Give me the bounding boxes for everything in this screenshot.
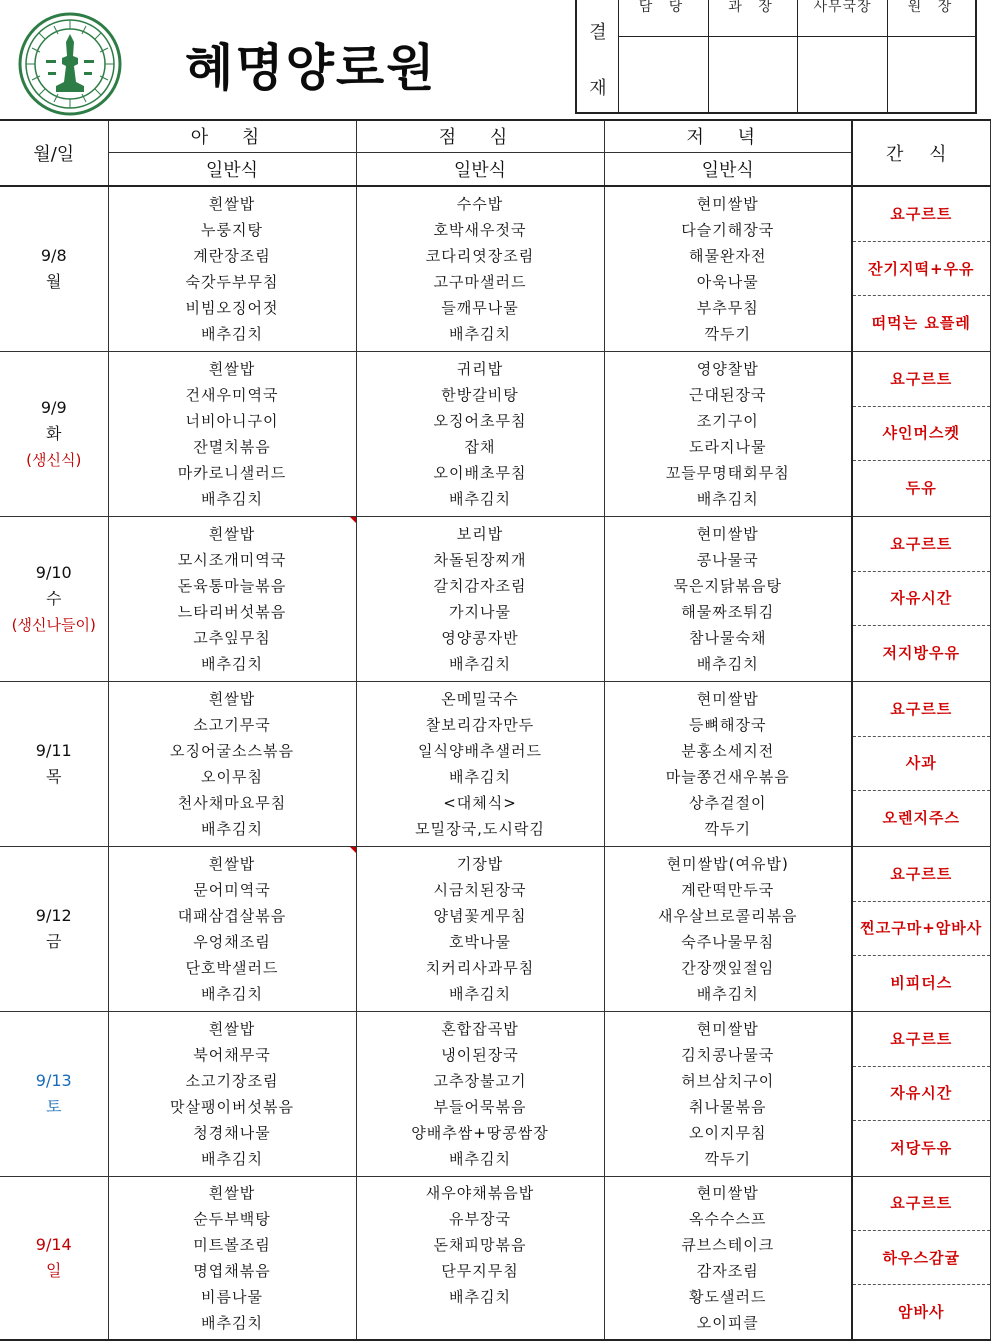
snack-item[interactable]: 하우스감귤 bbox=[853, 1231, 990, 1285]
dish-item: 배추김치 bbox=[201, 489, 263, 508]
lunch-cell[interactable] bbox=[356, 186, 604, 351]
dish-item: 미트볼조림 bbox=[193, 1235, 271, 1254]
approval-role-cell[interactable] bbox=[798, 0, 888, 112]
dish-item: 새우야채볶음밥 bbox=[425, 1183, 535, 1202]
dish-item: 고추장불고기 bbox=[433, 1071, 527, 1090]
dish-item: 배추김치 bbox=[449, 489, 511, 508]
approval-role-name: 담 당 bbox=[638, 0, 689, 15]
dish-item: 배추김치 bbox=[449, 767, 511, 786]
dish-item: 현미쌀밥(여유밥) bbox=[666, 854, 789, 873]
dish-item: 영양콩자반 bbox=[441, 628, 519, 647]
dish-item: 새우살브로콜리볶음 bbox=[658, 906, 798, 925]
dish-item: 오이배초무침 bbox=[433, 463, 527, 482]
dish-item: 혼합잡곡밥 bbox=[441, 1019, 519, 1038]
dinner-cell[interactable] bbox=[604, 846, 852, 1011]
day-row bbox=[0, 1011, 990, 1176]
snack-item[interactable]: 잔기지떡+우유 bbox=[853, 242, 990, 296]
dish-item: 양념꽃게무침 bbox=[433, 906, 527, 925]
lunch-cell[interactable] bbox=[356, 846, 604, 1011]
lunch-column-header: 점 심 bbox=[356, 120, 604, 152]
dish-item: 간장깻잎절임 bbox=[681, 958, 775, 977]
day-date: 9/10 bbox=[35, 562, 72, 582]
snack-item[interactable]: 찐고구마+암바사 bbox=[853, 902, 990, 956]
snack-item[interactable]: 자유시간 bbox=[853, 572, 990, 626]
snack-cell bbox=[852, 516, 990, 681]
day-weekday: 토 bbox=[46, 1096, 62, 1116]
approval-label-bottom: 재 bbox=[589, 78, 607, 99]
dinner-cell[interactable] bbox=[604, 1176, 852, 1340]
dish-item: 비름나물 bbox=[201, 1287, 263, 1306]
dish-item: 유부장국 bbox=[449, 1209, 511, 1228]
dish-item: 부추무침 bbox=[696, 298, 759, 317]
snack-cell bbox=[852, 351, 990, 516]
snack-item[interactable]: 샤인머스켓 bbox=[853, 407, 990, 461]
dish-item: 청경채나물 bbox=[193, 1123, 271, 1142]
dish-item: 누룽지탕 bbox=[201, 220, 263, 239]
approval-role-name: 과 장 bbox=[728, 0, 778, 15]
day-cell bbox=[0, 186, 108, 351]
lunch-cell[interactable] bbox=[356, 1011, 604, 1176]
org-name: 혜명양로원 bbox=[185, 39, 437, 97]
dinner-cell[interactable] bbox=[604, 516, 852, 681]
day-row bbox=[0, 846, 990, 1011]
approval-role-cell[interactable] bbox=[888, 0, 977, 112]
menu-table bbox=[0, 119, 991, 1341]
snack-item[interactable]: 사과 bbox=[853, 737, 990, 791]
breakfast-diet-label: 일반식 bbox=[108, 152, 356, 186]
dish-item: 마늘쫑건새우볶음 bbox=[665, 767, 790, 786]
dish-item: 콩나물국 bbox=[696, 550, 759, 569]
dish-item: 치커리사과무침 bbox=[425, 958, 535, 977]
day-cell bbox=[0, 846, 108, 1011]
snack-item[interactable]: 저지방우유 bbox=[882, 643, 960, 662]
dish-item: 배추김치 bbox=[696, 984, 759, 1003]
snack-item[interactable]: 저당두유 bbox=[890, 1138, 953, 1157]
breakfast-cell[interactable] bbox=[108, 351, 356, 516]
day-weekday: 화 bbox=[46, 423, 62, 443]
dish-item: 상추겉절이 bbox=[689, 793, 767, 812]
day-row bbox=[0, 681, 990, 846]
breakfast-cell[interactable] bbox=[108, 846, 356, 1011]
dish-item: 배추김치 bbox=[201, 984, 263, 1003]
dish-item: 온메밀국수 bbox=[441, 689, 519, 708]
dish-item: 차돌된장찌개 bbox=[433, 550, 527, 569]
snack-cell bbox=[852, 1011, 990, 1176]
dish-item: 배추김치 bbox=[201, 1313, 263, 1332]
snack-item[interactable]: 요구르트 bbox=[853, 518, 990, 572]
dish-item: 참나물숙채 bbox=[689, 628, 767, 647]
day-row bbox=[0, 516, 990, 681]
dish-item: 현미쌀밥 bbox=[696, 689, 759, 708]
snack-item[interactable]: 요구르트 bbox=[853, 683, 990, 737]
snack-item[interactable]: 떠먹는 요플레 bbox=[871, 314, 971, 333]
dish-item: 배추김치 bbox=[449, 984, 511, 1003]
snack-item[interactable]: 요구르트 bbox=[853, 1177, 990, 1231]
dish-item: 배추김치 bbox=[449, 324, 511, 343]
breakfast-cell[interactable] bbox=[108, 186, 356, 351]
dish-item: 큐브스테이크 bbox=[681, 1235, 775, 1254]
date-column-header: 월/일 bbox=[0, 120, 108, 186]
dish-item: 해물짜조튀김 bbox=[681, 602, 775, 621]
day-weekday: 금 bbox=[46, 931, 62, 951]
snack-cell bbox=[852, 681, 990, 846]
lunch-cell[interactable] bbox=[356, 681, 604, 846]
dish-item: 계란떡만두국 bbox=[681, 880, 775, 899]
dish-item: 너비아니구이 bbox=[185, 411, 279, 430]
dish-item: 북어채무국 bbox=[193, 1045, 271, 1064]
dish-item: 흰쌀밥 bbox=[208, 689, 256, 708]
snack-cell bbox=[852, 186, 990, 351]
dish-item: 깍두기 bbox=[704, 1149, 751, 1168]
dish-item: 옥수수스프 bbox=[689, 1209, 767, 1228]
dish-item: 우엉채조림 bbox=[193, 932, 271, 951]
approval-box bbox=[575, 0, 977, 114]
day-date: 9/11 bbox=[35, 740, 72, 760]
dish-item: 부들어묵볶음 bbox=[433, 1097, 527, 1116]
approval-label-top: 결 bbox=[589, 22, 607, 43]
breakfast-cell[interactable] bbox=[108, 516, 356, 681]
dish-item: 허브삼치구이 bbox=[681, 1071, 775, 1090]
snack-item[interactable]: 요구르트 bbox=[853, 188, 990, 242]
dinner-diet-label: 일반식 bbox=[604, 152, 852, 186]
dish-item: 배추김치 bbox=[449, 1287, 511, 1306]
dish-item: 감자조림 bbox=[696, 1261, 759, 1280]
day-cell bbox=[0, 351, 108, 516]
dish-item: 호박새우젓국 bbox=[433, 220, 527, 239]
day-note: (생신나들이) bbox=[11, 615, 96, 634]
snack-item[interactable]: 암바사 bbox=[898, 1303, 945, 1322]
approval-role-cell[interactable] bbox=[619, 0, 709, 112]
dish-item: 현미쌀밥 bbox=[696, 524, 759, 543]
dinner-column-header: 저 녁 bbox=[604, 120, 852, 152]
dish-item: 한방갈비탕 bbox=[441, 385, 519, 404]
day-date: 9/14 bbox=[35, 1234, 72, 1254]
dish-item: 오이무침 bbox=[201, 767, 263, 786]
dish-item: 현미쌀밥 bbox=[696, 1019, 759, 1038]
day-row bbox=[0, 351, 990, 516]
header bbox=[0, 0, 992, 119]
snack-item[interactable]: 자유시간 bbox=[853, 1067, 990, 1121]
dish-item: 천사채마요무침 bbox=[177, 793, 287, 812]
dish-item: 코다리엿장조림 bbox=[425, 246, 535, 265]
dish-item: 맛살팽이버섯볶음 bbox=[170, 1097, 294, 1116]
snack-cell bbox=[852, 846, 990, 1011]
breakfast-cell[interactable] bbox=[108, 1011, 356, 1176]
dish-item: 영양찰밥 bbox=[696, 359, 759, 378]
dish-item: 흰쌀밥 bbox=[208, 194, 256, 213]
dish-item: 기장밥 bbox=[456, 854, 504, 873]
dish-item: 잡채 bbox=[464, 437, 496, 456]
dish-item: 일식양배추샐러드 bbox=[418, 741, 542, 760]
dish-item: 깍두기 bbox=[704, 819, 751, 838]
dish-item: 모밀장국,도시락김 bbox=[415, 819, 545, 838]
approval-label bbox=[577, 0, 619, 112]
dish-item: 배추김치 bbox=[449, 1149, 511, 1168]
dish-item: 배추김치 bbox=[201, 324, 263, 343]
day-date: 9/13 bbox=[35, 1070, 72, 1090]
snack-item[interactable]: 오렌지주스 bbox=[882, 808, 960, 827]
snack-item[interactable]: 두유 bbox=[905, 478, 937, 497]
dish-item: 고추잎무침 bbox=[193, 628, 271, 647]
dinner-cell[interactable] bbox=[604, 681, 852, 846]
breakfast-cell[interactable] bbox=[108, 1176, 356, 1340]
snack-item[interactable]: 비피더스 bbox=[890, 973, 953, 992]
dish-item: 찰보리감자만두 bbox=[425, 715, 535, 734]
dish-item: 냉이된장국 bbox=[441, 1045, 519, 1064]
dish-item: 흰쌀밥 bbox=[208, 359, 256, 378]
dish-item: 오징어굴소스볶음 bbox=[170, 741, 294, 760]
dish-item: 돈채피망볶음 bbox=[433, 1235, 527, 1254]
dish-item: 보리밥 bbox=[456, 524, 504, 543]
lunch-cell[interactable] bbox=[356, 351, 604, 516]
comment-marker-icon[interactable] bbox=[350, 847, 356, 853]
dish-item: 배추김치 bbox=[449, 654, 511, 673]
dish-item: 느타리버섯볶음 bbox=[177, 602, 287, 621]
approval-role-cell[interactable] bbox=[709, 0, 798, 112]
dish-item: 대패삼겹살볶음 bbox=[177, 906, 287, 925]
dish-item: 조기구이 bbox=[696, 411, 759, 430]
dish-item: 현미쌀밥 bbox=[696, 194, 759, 213]
dish-item: 등뼈해장국 bbox=[689, 715, 767, 734]
dish-item: 귀리밥 bbox=[456, 359, 504, 378]
dish-item: 흰쌀밥 bbox=[208, 1183, 256, 1202]
dish-item: 배추김치 bbox=[696, 654, 759, 673]
snack-item[interactable]: 요구르트 bbox=[853, 848, 990, 902]
day-row bbox=[0, 1176, 990, 1340]
dish-item: 해물완자전 bbox=[689, 246, 767, 265]
dish-item: 들깨무나물 bbox=[441, 298, 519, 317]
dish-item: 단무지무침 bbox=[441, 1261, 519, 1280]
day-cell bbox=[0, 1011, 108, 1176]
dish-item: 배추김치 bbox=[696, 489, 759, 508]
dish-item: 소고기장조림 bbox=[185, 1071, 279, 1090]
dish-item: 깍두기 bbox=[704, 324, 751, 343]
approval-role-name: 원 장 bbox=[907, 0, 958, 15]
dinner-cell[interactable] bbox=[604, 1011, 852, 1176]
day-weekday: 수 bbox=[46, 588, 62, 608]
dish-item: 비빔오징어젓 bbox=[185, 298, 279, 317]
comment-marker-icon[interactable] bbox=[350, 517, 356, 523]
dish-item: 취나물볶음 bbox=[689, 1097, 767, 1116]
dish-item: 아욱나물 bbox=[696, 272, 759, 291]
snack-cell bbox=[852, 1176, 990, 1340]
day-row bbox=[0, 186, 990, 351]
dish-item: 명엽채볶음 bbox=[193, 1261, 271, 1280]
snack-item[interactable]: 요구르트 bbox=[853, 1013, 990, 1067]
dish-item: 오이지무침 bbox=[689, 1123, 767, 1142]
dish-item: 단호박샐러드 bbox=[185, 958, 279, 977]
dish-item: 계란장조림 bbox=[193, 246, 271, 265]
dish-item: 묵은지닭볶음탕 bbox=[673, 576, 782, 595]
dish-item: 배추김치 bbox=[201, 654, 263, 673]
dish-item: 현미쌀밥 bbox=[696, 1183, 759, 1202]
day-cell bbox=[0, 516, 108, 681]
dish-item: 흰쌀밥 bbox=[208, 854, 256, 873]
dish-item: 마카로니샐러드 bbox=[177, 463, 287, 482]
dish-item: 순두부백탕 bbox=[193, 1209, 271, 1228]
day-cell bbox=[0, 681, 108, 846]
snack-item[interactable]: 요구르트 bbox=[853, 353, 990, 407]
menu-body bbox=[0, 186, 990, 1340]
breakfast-cell[interactable] bbox=[108, 681, 356, 846]
dish-item: 오징어초무침 bbox=[433, 411, 527, 430]
dish-item: 분홍소세지전 bbox=[681, 741, 775, 760]
dish-item: 도라지나물 bbox=[689, 437, 767, 456]
dish-item: 숙주나물무침 bbox=[681, 932, 775, 951]
lunch-cell[interactable] bbox=[356, 516, 604, 681]
dish-item: <대체식> bbox=[443, 793, 517, 812]
lunch-diet-label: 일반식 bbox=[356, 152, 604, 186]
day-weekday: 목 bbox=[46, 766, 62, 786]
dish-item: 흰쌀밥 bbox=[208, 1019, 256, 1038]
dish-item: 김치콩나물국 bbox=[681, 1045, 775, 1064]
snack-column-header: 간 식 bbox=[852, 120, 990, 186]
day-weekday: 일 bbox=[46, 1260, 62, 1280]
day-date: 9/8 bbox=[40, 245, 67, 265]
day-note: (생신식) bbox=[26, 450, 82, 469]
dish-item: 문어미역국 bbox=[193, 880, 271, 899]
dish-item: 잔멸치볶음 bbox=[193, 437, 271, 456]
dish-item: 양배추쌈+땅콩쌈장 bbox=[411, 1123, 549, 1142]
lunch-cell[interactable] bbox=[356, 1176, 604, 1340]
dish-item: 오이피클 bbox=[696, 1313, 759, 1332]
dish-item: 배추김치 bbox=[201, 819, 263, 838]
dish-item: 꼬들무명태회무침 bbox=[665, 463, 790, 482]
day-weekday: 월 bbox=[46, 271, 62, 291]
dish-item: 가지나물 bbox=[449, 602, 511, 621]
dish-item: 건새우미역국 bbox=[185, 385, 279, 404]
dish-item: 갈치감자조림 bbox=[433, 576, 527, 595]
breakfast-column-header: 아 침 bbox=[108, 120, 356, 152]
day-date: 9/12 bbox=[35, 905, 72, 925]
logo-emblem-icon bbox=[18, 12, 122, 116]
day-cell bbox=[0, 1176, 108, 1340]
dish-item: 고구마샐러드 bbox=[433, 272, 527, 291]
dinner-cell[interactable] bbox=[604, 351, 852, 516]
dish-item: 모시조개미역국 bbox=[177, 550, 287, 569]
dish-item: 시금치된장국 bbox=[433, 880, 527, 899]
dish-item: 다슬기해장국 bbox=[681, 220, 775, 239]
approval-role-name: 사무국장 bbox=[813, 0, 872, 15]
dish-item: 근대된장국 bbox=[689, 385, 767, 404]
dish-item: 소고기무국 bbox=[193, 715, 271, 734]
dish-item: 호박나물 bbox=[449, 932, 511, 951]
dish-item: 돈육통마늘볶음 bbox=[177, 576, 287, 595]
dish-item: 황도샐러드 bbox=[689, 1287, 767, 1306]
dish-item: 수수밥 bbox=[456, 194, 504, 213]
dish-item bbox=[357, 1310, 604, 1336]
day-date: 9/9 bbox=[40, 397, 67, 417]
dish-item: 흰쌀밥 bbox=[208, 524, 256, 543]
dinner-cell[interactable] bbox=[604, 186, 852, 351]
dish-item: 숙갓두부무침 bbox=[185, 272, 279, 291]
dish-item: 배추김치 bbox=[201, 1149, 263, 1168]
